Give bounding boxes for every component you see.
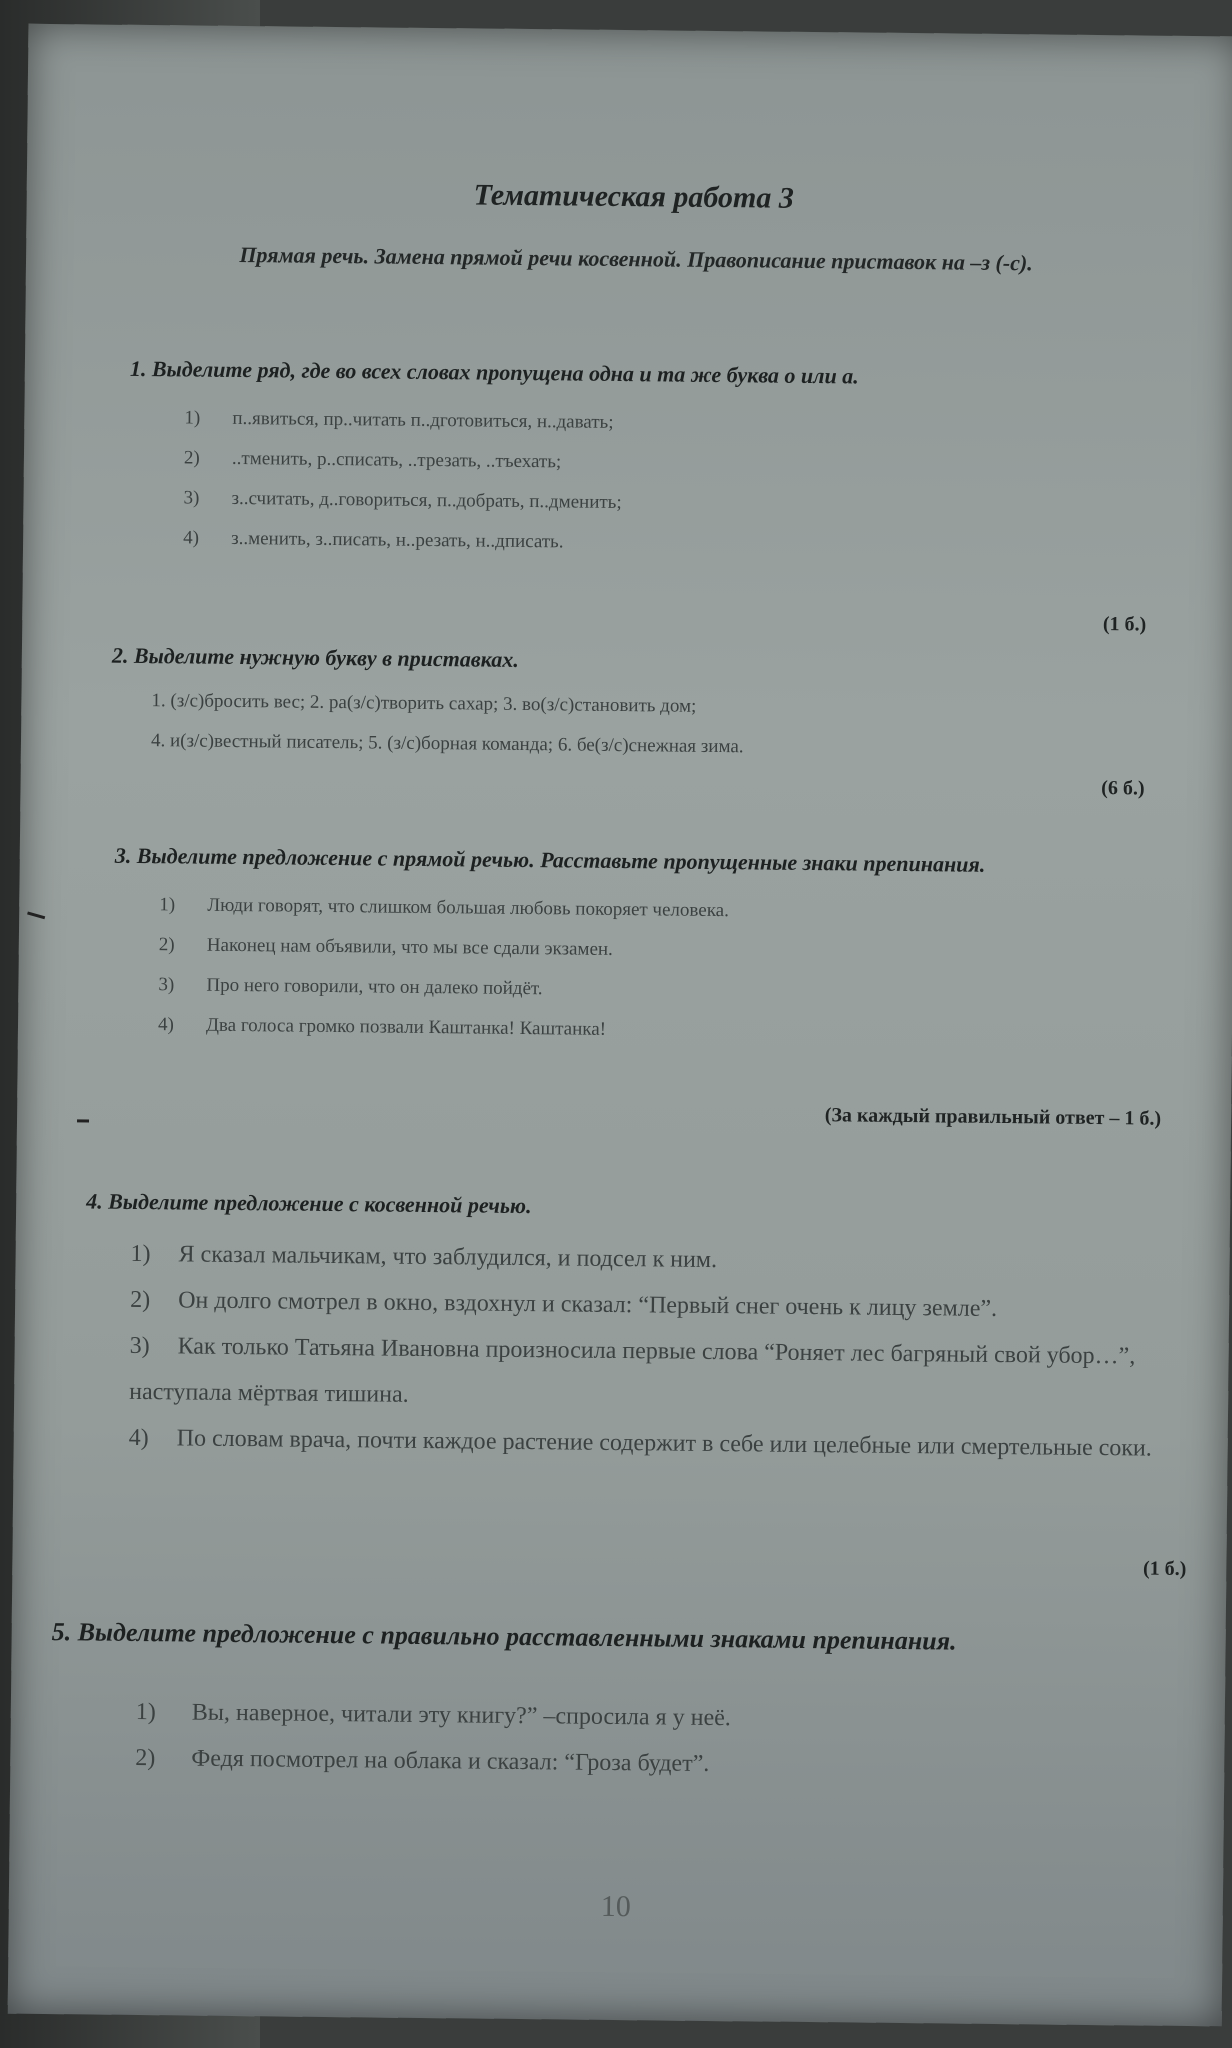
options-list: [135, 1689, 1191, 1792]
option-item[interactable]: [128, 1415, 1168, 1472]
option-text: Люди говорят, что слишком большая любовь покоряет человека.: [207, 894, 729, 922]
task-3: [113, 837, 1155, 1056]
option-number: 3): [129, 1332, 150, 1360]
pencil-mark: [77, 1119, 89, 1122]
score-label: (1 б.): [1102, 613, 1147, 636]
option-number: 1): [184, 407, 201, 429]
option-text: Наконец нам объявили, что мы все сдали экзамен.: [206, 934, 613, 960]
score-label: (За каждый правильный ответ – 1 б.): [824, 1104, 1162, 1130]
options-list: [128, 1231, 1170, 1472]
option-item[interactable]: [129, 1323, 1170, 1426]
task-question: 2. Выделите нужную букву в приставках.: [111, 642, 519, 672]
score-label: (6 б.): [1101, 777, 1145, 800]
option-text: Два голоса громко позвали Каштанка! Каштанка!: [205, 1014, 607, 1040]
option-number: 2): [135, 1744, 156, 1772]
task-4: [83, 1182, 1176, 1471]
task-question: 1. Выделите ряд, где во всех словах пропущена одна и та же буква о или а.: [129, 355, 859, 389]
task-1: [128, 350, 1140, 569]
score-label: (1 б.): [1142, 1557, 1187, 1580]
option-number: 4): [183, 527, 200, 549]
option-text: з..считать, д..говориться, п..добрать, п..дменить;: [231, 487, 622, 514]
option-item[interactable]: [135, 1735, 1190, 1792]
task-2: [111, 637, 1152, 772]
option-number: 3): [183, 487, 200, 509]
task-text-line: 1. (з/с)бросить вес; 2. ра(з/с)творить сахар; 3. во(з/с)становить дом;: [151, 690, 697, 717]
option-number: 2): [183, 447, 200, 469]
option-number: 4): [157, 1014, 174, 1036]
option-number: 3): [158, 974, 175, 996]
page-title: Тематическая работа 3: [473, 178, 794, 215]
task-question: 4. Выделите предложение с косвенной речью.: [86, 1188, 532, 1219]
options-list: [183, 398, 1140, 568]
option-number: 1): [135, 1698, 156, 1726]
option-number: 2): [130, 1286, 151, 1314]
option-text: По словам врача, почти каждое растение содержит в себе или целебные или смертельные соки.: [176, 1425, 1152, 1462]
pencil-mark: [27, 912, 45, 920]
option-number: 4): [128, 1424, 149, 1452]
option-text: Вы, наверное, читали эту книгу?” –спросила я у неё.: [191, 1699, 731, 1732]
option-text: ..тменить, р..списать, ..трезать, ..тъехать;: [231, 447, 562, 473]
option-number: 2): [158, 934, 175, 956]
options-list: [158, 885, 1155, 1055]
worksheet-page: [8, 24, 1232, 2027]
option-text: Я сказал мальчикам, что заблудился, и подсел к ним.: [178, 1241, 718, 1274]
option-number: 1): [159, 894, 176, 916]
task-text-line: 4. и(з/с)вестный писатель; 5. (з/с)борная команда; 6. бе(з/с)снежная зима.: [150, 730, 744, 758]
page-subtitle: Прямая речь. Замена прямой речи косвенной. Правописание приставок на –з (-с).: [239, 241, 1033, 276]
option-number: 1): [130, 1240, 151, 1268]
option-text: п..явиться, пр..читать п..дготовиться, н..давать;: [232, 407, 614, 433]
task-5: [50, 1606, 1192, 1792]
task-question: 5. Выделите предложение с правильно расставленными знаками препинания.: [51, 1617, 957, 1656]
task-question: 3. Выделите предложение с прямой речью. Расставьте пропущенные знаки препинания.: [114, 842, 986, 877]
option-text: Федя посмотрел на облака и сказал: “Гроза будет”.: [191, 1745, 710, 1777]
option-text: з..менить, з..писать, н..резать, н..дписать.: [231, 527, 564, 553]
option-text: Как только Татьяна Ивановна произносила первые слова “Роняет лес багряный свой убор…”, наступала мёртвая тишина.: [129, 1333, 1136, 1408]
option-text: Про него говорили, что он далеко пойдёт.: [206, 974, 543, 1000]
page-number: 10: [600, 1889, 631, 1924]
option-text: Он долго смотрел в окно, вздохнул и сказал: “Первый снег очень к лицу земле”.: [178, 1287, 998, 1322]
